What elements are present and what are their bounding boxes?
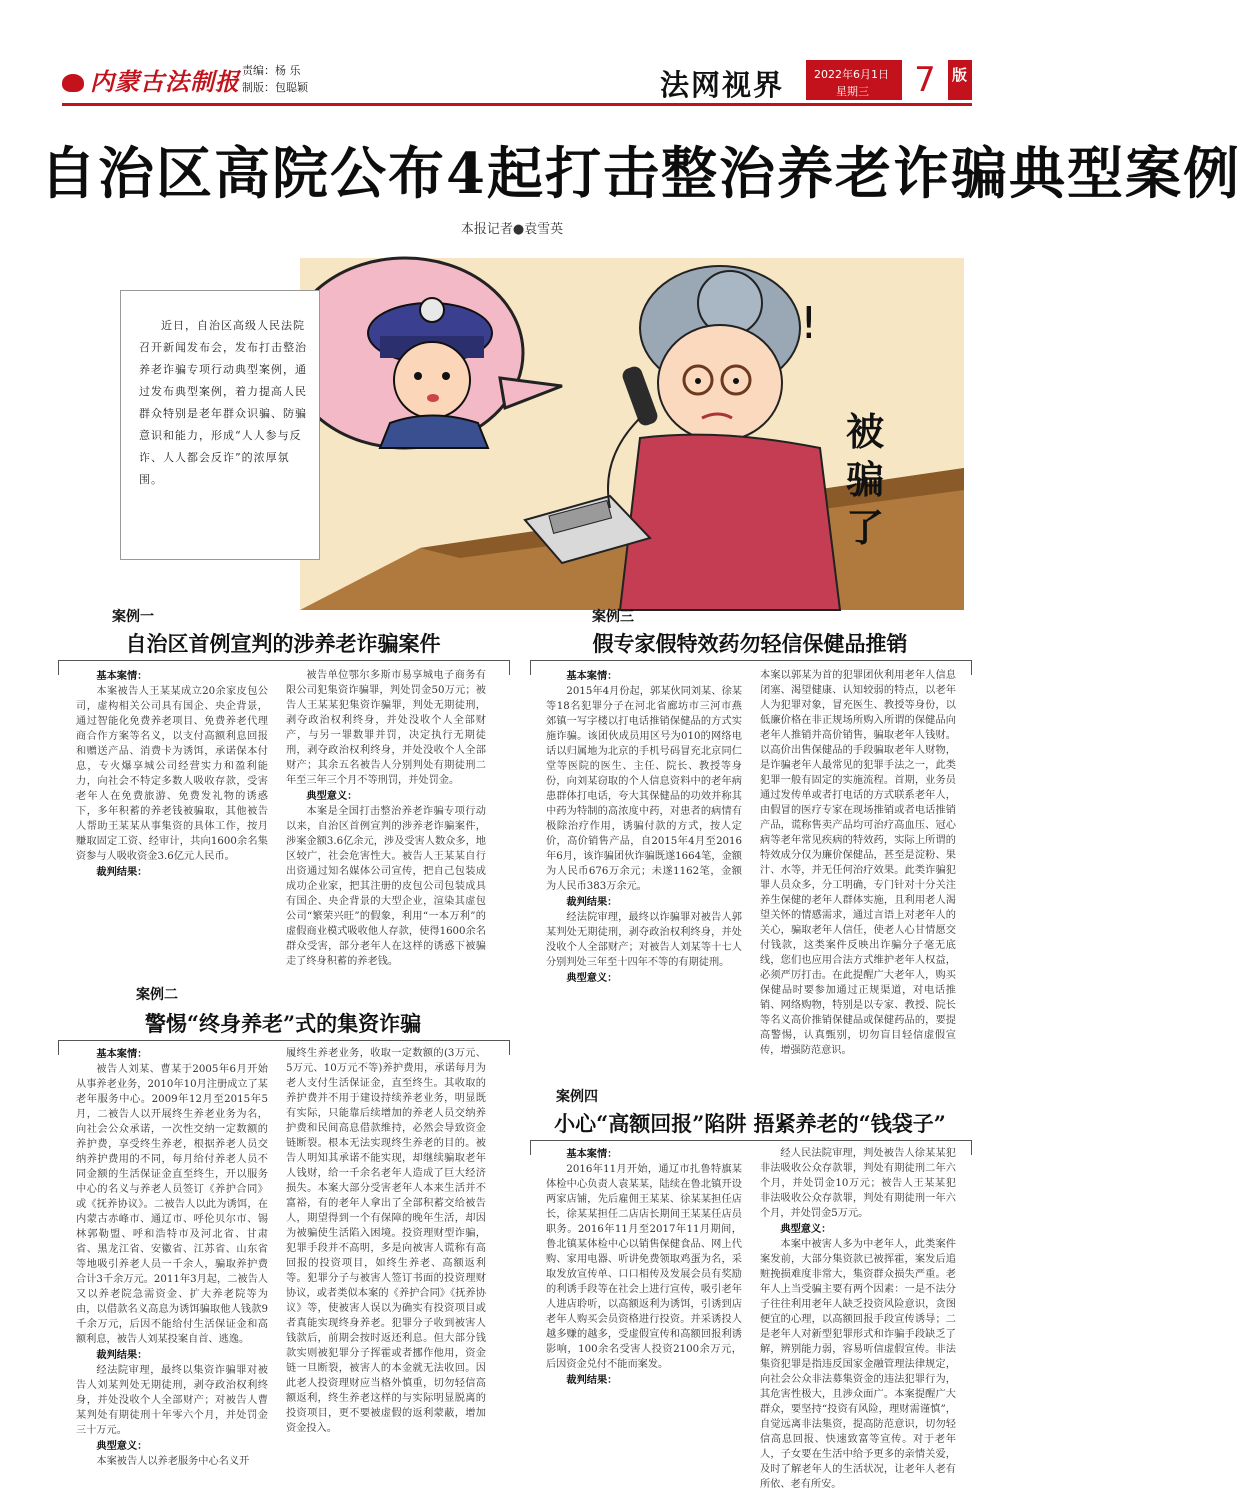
case3-significance: 本案以郭某为首的犯罪团伙利用老年人信息闭塞、渴望健康、认知较弱的特点，以老年人为犯罪对象，冒充医生、教授等身份，以低廉价格在非正规场所购入所谓的保健品向老年人推销并高价销售，骗取老年人钱财。以高价出售保健品的手段骗取老年人财物，是诈骗老年人最常见的犯罪手法之一，此类犯罪一般有固定的实施流程。首期，业务员通过发传单或者打电话的方式联系老年人，由假冒的医疗专家在现场推销或者电话推销产品，谎称售卖产品均可治疗高血压、冠心病等老年常见疾病的特效药，实际上所谓的特效成分仅为廉价保健品，甚至是淀粉、果汁、水等，并无任何治疗效果。此类诈骗犯罪人员众多，分工明确，专门针对十分关注养生保健的老年人群体实施，且利用老人渴望关怀的情感需求，通过言语上对老年人的关心，骗取老年人信任，使老人心甘情愿交付钱款，这类案件反映出诈骗分子毫无底线，您们也应用合法方式维护老年人权益，必须严厉打击。在此提醒广大老年人，购买保健品时要参加通过正规渠道，对电话推销、网络购物，特别是以专家、教授、院长等名义高价推销保健品或保健药品的，要提高警惕，认真甄别，切勿盲目轻信虚假宣传，增强防范意识。	[760, 670, 956, 1056]
producer-line: 制版：包聪颖	[242, 81, 308, 94]
editor-line: 责编：杨 乐	[242, 64, 301, 77]
case1-verdict: 被告单位鄂尔多斯市易享城电子商务有限公司犯集资诈骗罪，判处罚金50万元；被告人王某某犯集资诈骗罪，判处无期徒刑，剥夺政治权利终身，并处没收个人全部财产，与另一罪数罪并罚，决定执行无期徒刑，剥夺政治权利终身，并处没收个人全部财产；其余五名被告人分别判处有期徒刑二年至三年三个月不等刑罚，并处罚金。	[286, 670, 486, 786]
logo-emblem-icon	[62, 74, 84, 92]
case4-basic: 2016年11月开始，通辽市扎鲁特旗某体检中心负责人袁某某，陆续在鲁北镇开设两家店铺，先后雇佣王某某、徐某某担任店长，徐某某担任二店店长期间王某某任店员职务。2016年11月至2017年11月期间，鲁北镇某体检中心以销售保健食品、网上代购、家用电器、听讲免费领取鸡蛋为名，采取发放宣传单、口口相传及发展会员有奖励的利诱手段等在社会上进行宣传，吸引老年人进店聆听，以高额返利为诱饵，引诱到店老年人购买会员资格进行投资。并采诱投人越多赚的越多，受虚假宣传和高额回报利诱影响，100余名受害人投资2100余万元，后因资金兑付不能而案发。	[546, 1164, 742, 1370]
case2-col2	[286, 1046, 486, 1476]
issue-weekday: 星期三	[836, 85, 869, 98]
case1-verdict-label: 裁判结果：	[96, 867, 148, 878]
case4-significance-label: 典型意义：	[780, 1224, 832, 1235]
case4-col1	[546, 1146, 742, 1476]
case4-significance: 本案中被害人多为中老年人，此类案件案发前，大部分集资款已被挥霍，案发后追赃挽损难度非常大，集资群众损失严重。老年人上当受骗主要有两个因素：一是不法分子往往利用老年人缺乏投资风险意识，贪图便宜的心理，以高额回报手段宣传诱导；二是老年人对新型犯罪形式和诈骗手段缺乏了解，辨别能力弱，容易听信虚假宣传。非法集资犯罪是指违反国家金融管理法律规定，向社会公众非法募集资金的违法犯罪行为，其危害性极大，且涉众面广。本案提醒广大群众，要坚持“投资有风险，理财需谨慎”，自觉远离非法集资，提高防范意识，切勿轻信高息回报、快速致富等宣传。对于老年人，子女要在生活中给予更多的亲情关爱，及时了解老年人的生活状况，让老年人老有所依、老有所安。	[760, 1239, 956, 1490]
case1-col1	[76, 668, 268, 938]
case2-verdict: 经法院审理，最终以集资诈骗罪对被告人刘某判处无期徒刑，剥夺政治权利终身，并处没收个人全部财产；对被告人曹某判处有期徒刑十年零六个月，并处罚金三十万元。	[76, 1365, 268, 1436]
case4-verdict: 经人民法院审理，判处被告人徐某某犯非法吸收公众存款罪，判处有期徒刑二年六个月，并处罚金10万元；被告人王某某犯非法吸收公众存款罪，判处有期徒刑一年六个月，并处罚金5万元。	[760, 1148, 956, 1219]
case4-basic-label: 基本案情：	[566, 1149, 618, 1160]
newspaper-logo: 内蒙古法制报	[62, 62, 240, 97]
case2-tag: 案例二	[136, 987, 178, 1003]
case3-significance-label: 典型意义：	[566, 973, 618, 984]
date-box	[806, 60, 972, 100]
case3-basic: 2015年4月份起，郭某伙同刘某、徐某等18名犯罪分子在河北省廊坊市三河市燕郊镇一写字楼以打电话推销保健品的方式实施诈骗。该团伙成员用区号为010的网络电话以归属地为北京的手机号码冒充北京同仁堂等医院的医生、主任、院长、教授等身份，向刘某窃取的个人信息资料中的老年病患群体打电话，夸大其保健品的功效并称其中药为特制的高浓度中药，对患者的病情有极除治疗作用，诱骗付款的方式，按人定价，高价销售产品，自2015年4月至2016年6月，该诈骗团伙诈骗既遂1664笔，金额为人民币676万余元；未遂1162笔，金额为人民币383万余元。	[546, 686, 742, 892]
section-name: 法网视界	[660, 68, 785, 102]
case1-significance-label: 典型意义：	[306, 791, 358, 802]
case3-verdict: 经法院审理，最终以诈骗罪对被告人郭某判处无期徒刑，剥夺政治权利终身，并处没收个人全部财产；对被告人刘某等十七人分别判处三年至十四年不等的有期徒刑。	[546, 912, 742, 968]
illustration-caption: 被骗了	[845, 410, 884, 550]
case4-tag: 案例四	[556, 1089, 598, 1105]
issue-date: 2022年6月1日	[814, 68, 889, 81]
case1-title: 自治区首例宣判的涉养老诈骗案件	[125, 631, 441, 656]
page-unit: 版	[952, 66, 968, 84]
case3-verdict-label: 裁判结果：	[566, 897, 618, 908]
case1-significance: 本案是全国打击整治养老诈骗专项行动以来，自治区首例宣判的涉养老诈骗案件，涉案金额3.6亿余元，涉及受害人数众多，地区较广，社会危害性大。被告人王某某自行出资通过知名媒体公司宣传，把自己包装成成功企业家，把其注册的皮包公司包装成具有国企、央企背景的大型企业，渲染其虚包公司“繁荣兴旺”的假象，利用“一本万利”的虚假商业模式吸收他人存款，使得1600余名群众受害，部分老年人在这样的诱惑下被骗走了终身积蓄的养老钱。	[286, 806, 486, 967]
intro-box: 近日，自治区高级人民法院召开新闻发布会，发布打击整治养老诈骗专项行动典型案例，通过发布典型案例，着力提高人民群众特别是老年群众识骗、防骗意识和能力，形成“人人参与反诈、人人都会反诈”的浓厚氛围。	[120, 290, 320, 560]
case3-tag: 案例三	[592, 609, 634, 625]
case3-col2	[760, 668, 956, 1056]
case2-significance-cont: 履终生养老业务，收取一定数额的(3万元、5万元、10万元不等)养护费用，承诺每月为老人支付生活保证金，直至终生。其收取的养护费并不用于建设持续养老业务，明显既有实际，只能靠后续增加的养老人员交纳养护费和民间高息借款维持，必然会导致资金链断裂。根本无法实现终生养老的目的。被告人明知其承诺不能实现，却继续骗取老年人钱财，给一千余名老年人造成了巨大经济损失。本案大部分受害老年人本来生活并不富裕，有的老年人拿出了全部积蓄交给被告人，期望得到一个有保障的晚年生活，却因为被骗使生活陷入困境。投资理财型诈骗，犯罪手段并不高明，多是向被害人谎称有高回报的投资项目，如终生养老、高额返利等。犯罪分子与被害人签订书面的投资理财协议，或者类似本案的《养护合同》《抚养协议》等，使被害人误以为确实有投资项目或者真能实现终身养老。犯罪分子收到被害人钱款后，前期会按时返还利息。但大部分钱款实则被犯罪分子挥霍或者挪作他用，资金链一旦断裂，被害人的本金就无法收回。因此老人投资理财应当格外慎重，切勿轻信高额返利，终生养老这样的与实际明显脱离的投资项目，更不要被虚假的返利蒙蔽，增加资金投入。	[286, 1048, 486, 1434]
byline: 本报记者●袁雪英	[460, 222, 564, 237]
page-headline: 自治区高院公布4起打击整治养老诈骗典型案例	[40, 141, 1241, 207]
masthead-rule	[62, 103, 972, 106]
case3-basic-label: 基本案情：	[566, 671, 618, 682]
svg-text:!: !	[800, 298, 818, 349]
case2-basic-label: 基本案情：	[96, 1049, 148, 1060]
case2-significance: 本案被告人以养老服务中心名义开	[96, 1456, 250, 1467]
case2-verdict-label: 裁判结果：	[96, 1350, 148, 1361]
masthead	[0, 0, 1024, 105]
case2-significance-label: 典型意义：	[96, 1441, 148, 1452]
case1-basic-label: 基本案情：	[96, 671, 148, 682]
case1-col2	[286, 668, 486, 967]
case1-tag: 案例一	[112, 609, 154, 625]
case3-col1	[546, 668, 742, 1044]
case4-verdict-label: 裁判结果：	[566, 1375, 618, 1386]
cartoon-illustration	[300, 258, 964, 610]
case2-title: 警惕“终身养老”式的集资诈骗	[144, 1011, 422, 1036]
case4-title: 小心“高额回报”陷阱 捂紧养老的“钱袋子”	[554, 1111, 946, 1136]
case2-basic: 被告人刘某、曹某于2005年6月开始从事养老业务，2010年10月注册成立了某老年服务中心。2009年12月至2015年5月，二被告人以开展终生养老业务为名，向社会公众承诺，一次性交纳一定数额的养护费，享受终生养老，根据养老人员交纳养护费用的不同，每月给付养老人员不同金额的生活保证金直至终生，开以服务中心的名义与养老人员签订《养护合同》或《抚养协议》。二被告人以此为诱饵，在内蒙古赤峰市、通辽市、呼伦贝尔市、锡林郭勒盟、呼和浩特市及河北省、甘肃省、黑龙江省、安徽省、江苏省、山东省等地吸引养老人员一千余人，骗取养护费合计3千余万元。2011年3月起，二被告人又以养老院急需资金、扩大养老院等为由，以借款名义高息为诱饵骗取他人钱款9千余万元，后因不能给付生活保证金和高额利息，被告人刘某投案自首、逃逸。	[76, 1064, 268, 1345]
case4-col2	[760, 1146, 956, 1490]
page-number: 7	[902, 60, 948, 100]
editor-credits	[242, 62, 308, 96]
case1-basic: 本案被告人王某某成立20余家皮包公司，虚构相关公司具有国企、央企背景，通过智能化免费养老项目、免费养老代理商合作方案等名义，以支付高额利息回报和赠送产品、消费卡为诱饵，承诺保本付息，专火爆享城公司经营实力和盈利能力，向社会不特定多数人吸收存款，受害老年人在免费旅游、免费发礼物的诱惑下，多年积蓄的养老钱被骗取，其他被告人帮助王某某从事集资的具体工作，按月赚取固定工资、经审计，共向1600余名集资参与人吸收资金3.6亿元人民币。	[76, 686, 268, 862]
case3-title: 假专家假特效药勿轻信保健品推销	[592, 631, 908, 656]
case2-col1	[76, 1046, 268, 1476]
